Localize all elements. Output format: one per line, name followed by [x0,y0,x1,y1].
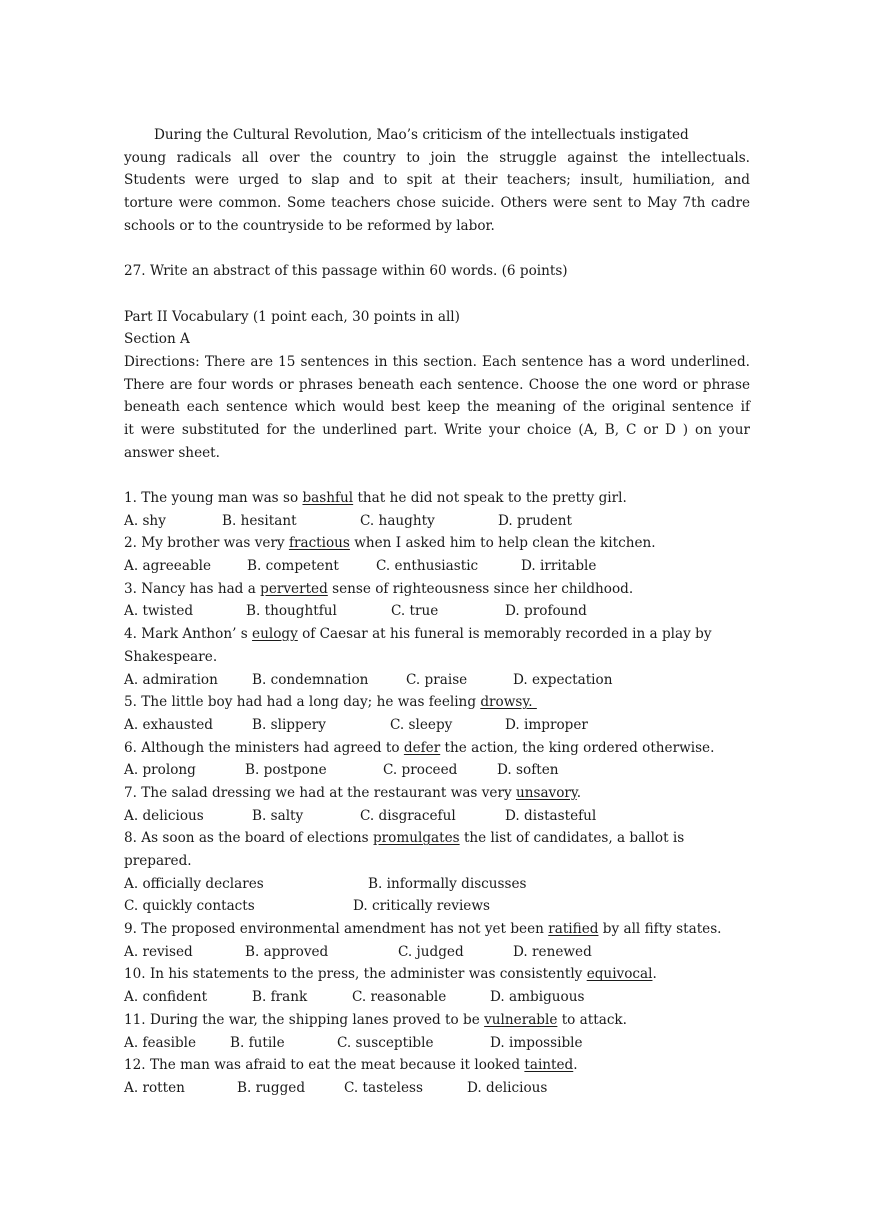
options-row [124,895,750,918]
option: B. slippery [252,716,326,733]
option: D. renewed [513,943,592,960]
option: B. condemnation [252,671,369,688]
option: C. sleepy [390,716,453,733]
question-text: 9. The proposed environmental amendment has not yet been [124,921,549,938]
question-stem [124,623,750,646]
options-row [124,714,750,737]
question-stem [124,963,750,986]
question-item [124,918,750,963]
underlined-word: tainted [524,1057,574,1074]
question-text: the list of candidates, a ballot is [459,830,685,847]
option: B. approved [245,943,329,960]
underlined-word: defer [403,739,441,756]
question-text: sense of righteousness since her childhood. [327,580,634,597]
question-item [124,1009,750,1054]
question-text: . [576,784,582,801]
option: C. enthusiastic [376,558,479,575]
options-row [124,1077,750,1100]
option: A. feasible [124,1034,197,1051]
option: B. salty [252,807,304,824]
underlined-word: promulgates [372,830,460,847]
option: D. soften [497,762,559,779]
question-stem [124,737,750,760]
question-stem [124,578,750,601]
underlined-word: perverted [260,580,328,597]
option: A. agreeable [124,558,212,575]
question-text: 11. During the war, the shipping lanes proved to be [124,1011,485,1028]
option: D. ambiguous [490,989,585,1006]
question-text: when I asked him to help clean the kitchen. [349,535,656,552]
question-item [124,963,750,1008]
underlined-word: ratified [548,921,599,938]
underlined-word: unsavory [515,784,577,801]
question-stem [124,487,750,510]
part-title: Part II Vocabulary (1 point each, 30 points in all) [124,308,460,325]
underlined-word: vulnerable [484,1011,558,1028]
option: D. expectation [513,671,613,688]
question-stem-cont: Shakespeare. [124,648,218,665]
question-text: to attack. [557,1011,627,1028]
directions-line: answer sheet. [124,444,220,461]
directions [124,351,750,464]
question-text: 10. In his statements to the press, the administer was consistently [124,966,587,983]
option: C. susceptible [337,1034,434,1051]
question-stem [124,691,750,714]
spacer [124,237,750,260]
directions-line: beneath each sentence which would best keep the meaning of the original sentence if [124,399,750,416]
question-text: by all fifty states. [598,921,722,938]
option: C. reasonable [352,989,447,1006]
options-row [124,941,750,964]
underlined-word: equivocal [586,966,653,983]
passage-line: torture were common. Some teachers chose suicide. Others were sent to May 7th cadre [124,195,750,212]
underlined-word: drowsy. [480,694,537,711]
option: D. prudent [498,512,572,529]
question-item [124,737,750,782]
spacer [124,464,750,487]
passage-line: young radicals all over the country to join the struggle against the intellectuals. [124,149,750,166]
question-stem [124,1054,750,1077]
option: C. true [391,603,439,620]
question-text: . [573,1057,578,1074]
option: A. exhausted [124,716,213,733]
option: B. postpone [245,762,327,779]
option: B. thoughtful [246,603,337,620]
question-text: the action, the king ordered otherwise. [440,739,715,756]
option: A. admiration [124,671,218,688]
question-text: 8. As soon as the board of elections [124,830,373,847]
option: C. tasteless [344,1079,423,1096]
option: D. distasteful [505,807,597,824]
question-item [124,578,750,623]
option: B. futile [230,1034,285,1051]
options-row [124,759,750,782]
directions-line: Directions: There are 15 sentences in this section. Each sentence has a word underlined. [124,353,750,370]
directions-line: it were substituted for the underlined part. Write your choice (A, B, C or D ) on your [124,421,750,438]
question-item [124,532,750,577]
option: A. revised [124,943,193,960]
passage-line: During the Cultural Revolution, Mao’s criticism of the intellectuals instigated [154,127,689,143]
option: D. delicious [467,1079,548,1096]
option: C. praise [406,671,468,688]
option: D. irritable [521,558,597,575]
option: B. rugged [237,1079,306,1096]
question-text: 1. The young man was so [124,490,303,506]
options-row [124,510,750,533]
option: C. judged [398,943,464,960]
question-item [124,782,750,827]
options-row [124,1032,750,1055]
option: B. frank [252,989,308,1006]
underlined-word: bashful [302,490,354,506]
spacer [124,283,750,306]
question-stem [124,918,750,941]
options-row [124,986,750,1009]
option: A. delicious [124,807,204,824]
question-item [124,487,750,532]
question-item [124,691,750,736]
option: D. profound [505,603,587,620]
question-text: that he did not speak to the pretty girl. [353,490,627,506]
question-text: . [652,966,657,983]
passage-line: Students were urged to slap and to spit at their teachers; insult, humiliation, and [124,172,750,189]
question-27: 27. Write an abstract of this passage within 60 words. (6 points) [124,263,568,280]
underlined-word: fractious [288,535,350,552]
question-text: 3. Nancy has had a [124,580,261,597]
question-text: 6. Although the ministers had agreed to [124,739,404,756]
option: B. competent [247,558,339,575]
question-item [124,623,750,691]
option: C. quickly contacts [124,898,255,915]
options-row [124,873,750,896]
directions-line: There are four words or phrases beneath each sentence. Choose the one word or phrase [124,376,750,393]
question-stem [124,782,750,805]
option: A. shy [124,512,166,529]
option: D. improper [505,716,588,733]
question-text: 4. Mark Anthon’ s [124,626,253,643]
options-row [124,805,750,828]
options-row [124,555,750,578]
passage [124,124,750,237]
question-text: 2. My brother was very [124,535,289,552]
option: D. critically reviews [353,898,490,915]
question-item [124,1054,750,1099]
option: B. hesitant [222,512,297,529]
options-row [124,669,750,692]
question-list [124,487,750,1100]
underlined-word: eulogy [252,626,298,643]
option: C. haughty [360,512,435,529]
section-title: Section A [124,331,190,348]
option: D. impossible [490,1034,583,1051]
option: B. informally discusses [368,875,527,892]
option: A. confident [124,989,208,1006]
option: C. proceed [383,762,458,779]
question-stem [124,827,750,850]
option: A. rotten [124,1079,185,1096]
option: C. disgraceful [360,807,456,824]
question-text: 7. The salad dressing we had at the restaurant was very [124,784,516,801]
option: A. twisted [124,603,194,620]
question-text: 12. The man was afraid to eat the meat because it looked [124,1057,525,1074]
document-page [124,124,750,1100]
option: A. officially declares [124,875,264,892]
question-text: of Caesar at his funeral is memorably recorded in a play by [297,626,712,643]
question-stem-cont: prepared. [124,853,192,869]
passage-line: schools or to the countryside to be reformed by labor. [124,217,495,234]
question-stem [124,1009,750,1032]
question-stem [124,532,750,555]
question-item [124,827,750,918]
question-text: 5. The little boy had had a long day; he was feeling [124,694,481,711]
options-row [124,600,750,623]
option: A. prolong [124,762,196,779]
